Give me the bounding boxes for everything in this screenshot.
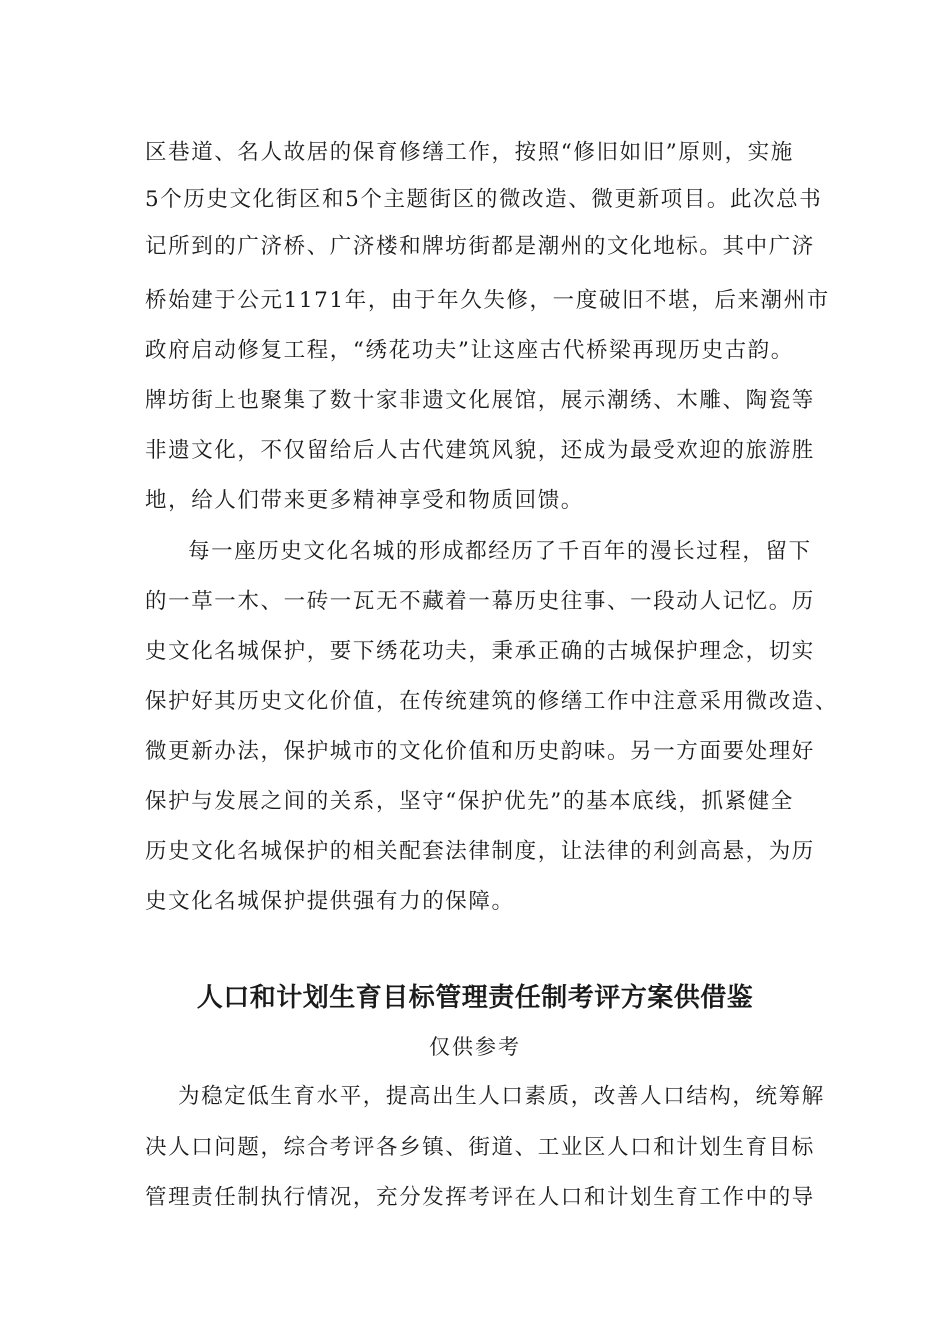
text-line: 政府启动修复工程，“绣花功夫”让这座古代桥梁再现历史古韵。: [145, 338, 794, 363]
text-line: 桥始建于公元1171年，由于年久失修，一度破旧不堪，后来潮州市: [145, 288, 830, 313]
text-line: 区巷道、名人故居的保育修缮工作，按照“修旧如旧”原则，实施: [145, 140, 794, 165]
text-line: 5个历史文化街区和5个主题街区的微改造、微更新项目。此次总书: [145, 187, 823, 212]
text-line: 决人口问题，综合考评各乡镇、街道、工业区人口和计划生育目标: [145, 1135, 815, 1160]
section-title: 人口和计划生育目标管理责任制考评方案供借鉴: [196, 983, 754, 1013]
text-line: 记所到的广济桥、广济楼和牌坊街都是潮州的文化地标。其中广济: [145, 234, 815, 259]
text-line: 微更新办法，保护城市的文化价值和历史韵味。另一方面要处理好: [145, 739, 815, 764]
text-line: 保护好其历史文化价值，在传统建筑的修缮工作中注意采用微改造、: [145, 689, 839, 714]
section-subtitle: 仅供参考: [429, 1035, 521, 1059]
text-line: 历史文化名城保护的相关配套法律制度，让法律的利剑高悬，为历: [145, 839, 815, 864]
text-line: 为稳定低生育水平，提高出生人口素质，改善人口结构，统筹解: [178, 1084, 825, 1109]
text-line: 管理责任制执行情况，充分发挥考评在人口和计划生育工作中的导: [145, 1185, 815, 1210]
text-line: 地，给人们带来更多精神享受和物质回馈。: [145, 488, 584, 513]
text-line: 史文化名城保护，要下绣花功夫，秉承正确的古城保护理念，切实: [145, 639, 815, 664]
text-line: 每一座历史文化名城的形成都经历了千百年的漫长过程，留下: [188, 539, 812, 564]
text-line: 史文化名城保护提供强有力的保障。: [145, 889, 515, 914]
text-line: 非遗文化，不仅留给后人古代建筑风貌，还成为最受欢迎的旅游胜: [145, 438, 815, 463]
text-line: 保护与发展之间的关系，坚守“保护优先”的基本底线，抓紧健全: [145, 789, 794, 814]
text-line: 牌坊街上也聚集了数十家非遗文化展馆，展示潮绣、木雕、陶瓷等: [145, 388, 815, 413]
text-line: 的一草一木、一砖一瓦无不藏着一幕历史往事、一段动人记忆。历: [145, 589, 815, 614]
